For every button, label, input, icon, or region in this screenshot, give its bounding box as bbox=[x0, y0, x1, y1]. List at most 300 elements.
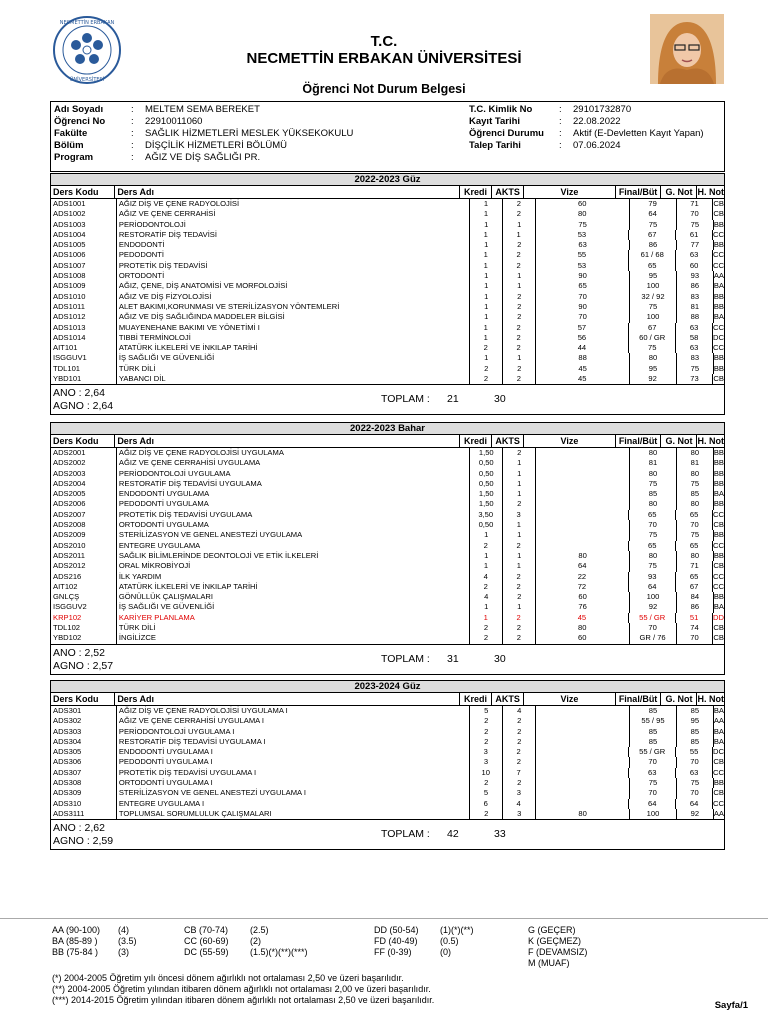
table-cell: AĞIZ VE DİŞ SAĞLIĞINDA MADDELER BİLGİSİ bbox=[117, 312, 470, 322]
table-cell: 56 bbox=[536, 333, 630, 343]
table-cell: BA bbox=[713, 726, 724, 736]
info-colon: : bbox=[559, 104, 562, 115]
table-cell: 0,50 bbox=[470, 458, 503, 468]
table-cell: 80 bbox=[536, 809, 630, 819]
info-label: Talep Tarihi bbox=[469, 140, 521, 151]
table-cell: 1 bbox=[470, 261, 503, 271]
table-cell: 2 bbox=[470, 582, 503, 592]
table-cell: 2 bbox=[503, 364, 536, 374]
table-cell: 80 bbox=[677, 448, 714, 458]
column-header: Kredi bbox=[460, 693, 492, 705]
table-cell: BB bbox=[713, 240, 724, 250]
svg-text:ÜNİVERSİTESİ: ÜNİVERSİTESİ bbox=[69, 77, 105, 83]
legend-item: CC (60-69) bbox=[184, 936, 229, 946]
table-cell: 1 bbox=[470, 230, 503, 240]
legend-item: (1.5)(*)(**)(***) bbox=[250, 947, 308, 957]
table-cell: ADS301 bbox=[51, 706, 117, 716]
table-row bbox=[51, 510, 724, 520]
table-cell: 83 bbox=[677, 353, 714, 363]
table-cell bbox=[536, 799, 630, 809]
table-row bbox=[51, 209, 724, 219]
table-row bbox=[51, 199, 724, 209]
table-row bbox=[51, 727, 724, 737]
table-cell: 64 bbox=[536, 561, 630, 571]
table-cell: 1 bbox=[470, 302, 503, 312]
table-cell: 1 bbox=[503, 220, 536, 230]
info-value: DİŞÇİLİK HİZMETLERİ BÖLÜMÜ bbox=[145, 140, 287, 151]
legend-item: (2) bbox=[250, 936, 261, 946]
info-colon: : bbox=[131, 104, 134, 115]
table-cell bbox=[536, 716, 630, 726]
table-cell: 4 bbox=[503, 706, 536, 716]
table-cell: CB bbox=[713, 757, 724, 767]
table-row bbox=[51, 292, 724, 302]
table-cell bbox=[536, 510, 630, 520]
table-cell: 4 bbox=[503, 799, 536, 809]
table-row bbox=[51, 353, 724, 363]
table-cell: 80 bbox=[630, 353, 677, 363]
table-cell: 10 bbox=[470, 768, 503, 778]
table-cell: 4 bbox=[470, 592, 503, 602]
legend-item: BB (75-84 ) bbox=[52, 947, 99, 957]
table-cell: KRP102 bbox=[51, 613, 117, 623]
table-cell: 61 bbox=[676, 230, 713, 240]
table-cell: PEDODONTİ UYGULAMA bbox=[117, 499, 470, 509]
table-row bbox=[51, 799, 724, 809]
table-cell bbox=[536, 458, 630, 468]
legend-item: (0) bbox=[440, 947, 451, 957]
table-cell: 5 bbox=[470, 706, 503, 716]
table-cell: 88 bbox=[536, 353, 630, 363]
table-cell: GNLÇŞ bbox=[51, 592, 117, 602]
semester-summary bbox=[51, 819, 724, 849]
table-cell: 63 bbox=[676, 323, 713, 333]
table-cell: 2 bbox=[470, 778, 503, 788]
table-cell: AĞIZ DİŞ VE ÇENE RADYOLOJİSİ bbox=[117, 199, 470, 209]
table-cell: 55 bbox=[676, 747, 713, 757]
table-cell: ORTODONTİ UYGULAMA I bbox=[117, 778, 470, 788]
table-cell: 100 bbox=[630, 592, 677, 602]
table-cell: 2 bbox=[503, 343, 536, 353]
table-cell: 2 bbox=[470, 343, 503, 353]
table-cell: ADS2011 bbox=[51, 551, 117, 561]
info-label: Program bbox=[54, 152, 94, 163]
table-cell: CC bbox=[713, 571, 724, 581]
info-label: Kayıt Tarihi bbox=[469, 116, 521, 127]
table-cell: 95 bbox=[630, 364, 677, 374]
table-cell: 45 bbox=[536, 613, 630, 623]
table-cell: 3 bbox=[503, 809, 536, 819]
table-cell bbox=[536, 706, 630, 716]
table-cell: ENDODONTİ UYGULAMA bbox=[117, 489, 470, 499]
table-cell: 81 bbox=[677, 458, 714, 468]
table-cell: ADS1014 bbox=[51, 333, 117, 343]
table-cell: İŞ SAĞLIĞI VE GÜVENLİĞİ bbox=[117, 602, 470, 612]
table-cell: STERİLİZASYON VE GENEL ANESTEZİ UYGULAMA bbox=[117, 530, 470, 540]
ano-value: ANO : 2,64 bbox=[53, 387, 105, 400]
table-row bbox=[51, 613, 724, 623]
table-cell: ADS2002 bbox=[51, 458, 117, 468]
table-cell: ADS2008 bbox=[51, 520, 117, 530]
table-cell: 2 bbox=[470, 623, 503, 633]
column-header: Vize bbox=[524, 693, 616, 705]
table-cell: 65 bbox=[676, 541, 713, 551]
table-cell: ADS1011 bbox=[51, 302, 117, 312]
table-cell: 75 bbox=[630, 778, 677, 788]
table-cell: 61 / 68 bbox=[629, 250, 676, 260]
info-value: 22.08.2022 bbox=[573, 116, 621, 127]
table-cell: 67 bbox=[629, 230, 676, 240]
table-cell: İLK YARDIM bbox=[117, 572, 470, 582]
table-cell: 2 bbox=[503, 737, 536, 747]
semester-title: 2022-2023 Güz bbox=[51, 174, 724, 186]
table-cell: 1 bbox=[470, 220, 503, 230]
table-row bbox=[51, 582, 724, 592]
table-cell: AĞIZ, ÇENE, DİŞ ANATOMİSİ VE MORFOLOJİSİ bbox=[117, 281, 470, 291]
column-header: Kredi bbox=[460, 186, 492, 198]
toplam-akts: 30 bbox=[494, 652, 506, 665]
table-cell: 1 bbox=[503, 602, 536, 612]
legend-item: CB (70-74) bbox=[184, 925, 229, 935]
info-label: Adı Soyadı bbox=[54, 104, 104, 115]
table-row bbox=[51, 220, 724, 230]
svg-text:NECMETTİN ERBAKAN: NECMETTİN ERBAKAN bbox=[59, 20, 115, 26]
table-cell: PEDODONTİ bbox=[117, 250, 470, 260]
table-row bbox=[51, 323, 724, 333]
table-cell: 85 bbox=[630, 706, 677, 716]
column-header: AKTS bbox=[492, 186, 524, 198]
table-cell: AĞIZ VE ÇENE CERRAHİSİ UYGULAMA bbox=[117, 458, 470, 468]
table-cell: 45 bbox=[536, 374, 630, 384]
table-cell: 75 bbox=[630, 220, 677, 230]
table-cell: 2 bbox=[470, 633, 503, 643]
table-cell: 1 bbox=[470, 240, 503, 250]
table-cell: 0,50 bbox=[470, 479, 503, 489]
table-cell: 70 bbox=[677, 520, 714, 530]
table-cell: 2 bbox=[503, 541, 536, 551]
table-row bbox=[51, 261, 724, 271]
table-cell: 2 bbox=[503, 199, 536, 209]
table-cell: ADS1003 bbox=[51, 220, 117, 230]
toplam-kredi: 31 bbox=[447, 652, 459, 665]
table-cell: ADS1006 bbox=[51, 250, 117, 260]
table-row bbox=[51, 312, 724, 322]
table-cell: BA bbox=[713, 602, 724, 612]
table-cell: CC bbox=[713, 322, 724, 332]
table-row bbox=[51, 281, 724, 291]
column-header: G. Not bbox=[661, 186, 697, 198]
table-cell: ADS305 bbox=[51, 747, 117, 757]
table-cell: 95 bbox=[677, 716, 714, 726]
table-cell: 3 bbox=[470, 757, 503, 767]
info-value: Aktif (E-Devletten Kayıt Yapan) bbox=[573, 128, 704, 139]
table-cell: 80 bbox=[536, 623, 630, 633]
table-cell: TDL102 bbox=[51, 623, 117, 633]
table-cell: 2 bbox=[503, 623, 536, 633]
column-header: G. Not bbox=[661, 693, 697, 705]
table-cell: 2 bbox=[503, 292, 536, 302]
table-cell: 2 bbox=[503, 302, 536, 312]
info-label: Öğrenci Durumu bbox=[469, 128, 544, 139]
table-row bbox=[51, 809, 724, 819]
table-cell: 64 bbox=[676, 799, 713, 809]
table-cell: BB bbox=[713, 592, 724, 602]
table-cell: ALET BAKIMI,KORUNMASI VE STERİLİZASYON YÖNTEMLERİ bbox=[117, 302, 470, 312]
table-cell: MUAYENEHANE BAKIMI VE YÖNETİMİ I bbox=[117, 323, 470, 333]
table-cell: 2 bbox=[503, 716, 536, 726]
table-cell: BB bbox=[713, 219, 724, 229]
table-cell: ADS2005 bbox=[51, 489, 117, 499]
table-cell: 70 bbox=[677, 633, 714, 643]
table-cell: 80 bbox=[536, 551, 630, 561]
table-cell: CC bbox=[713, 260, 724, 270]
table-cell: 2 bbox=[503, 747, 536, 757]
table-cell: ADS1013 bbox=[51, 323, 117, 333]
table-cell: ENDODONTİ bbox=[117, 240, 470, 250]
table-cell: 58 bbox=[676, 333, 713, 343]
table-cell: CB bbox=[713, 633, 724, 643]
column-header: Ders Adı bbox=[115, 435, 460, 447]
table-cell: 85 bbox=[630, 727, 677, 737]
table-row bbox=[51, 250, 724, 260]
table-header-row bbox=[51, 186, 724, 199]
table-cell: 80 bbox=[630, 469, 677, 479]
table-cell: BB bbox=[713, 353, 724, 363]
legend-item: (3) bbox=[118, 947, 129, 957]
toplam-kredi: 21 bbox=[447, 393, 459, 406]
table-cell: ATATÜRK İLKELERİ VE İNKILAP TARİHİ bbox=[117, 582, 470, 592]
ano-value: ANO : 2,52 bbox=[53, 646, 105, 659]
table-cell: 1 bbox=[503, 561, 536, 571]
table-cell: ADS1010 bbox=[51, 292, 117, 302]
semester-summary bbox=[51, 384, 724, 414]
table-cell: CB bbox=[713, 561, 724, 571]
table-cell: ADS306 bbox=[51, 757, 117, 767]
table-cell: ADS1007 bbox=[51, 261, 117, 271]
table-cell: CB bbox=[713, 209, 724, 219]
table-cell: 2 bbox=[503, 582, 536, 592]
table-row bbox=[51, 499, 724, 509]
info-value: MELTEM SEMA BEREKET bbox=[145, 104, 260, 115]
table-cell: 1 bbox=[470, 561, 503, 571]
table-cell: 75 bbox=[677, 364, 714, 374]
table-cell: 75 bbox=[630, 561, 677, 571]
table-cell: 93 bbox=[677, 271, 714, 281]
info-colon: : bbox=[131, 152, 134, 163]
table-cell: PERİODONTOLOJİ UYGULAMA I bbox=[117, 727, 470, 737]
table-cell: 85 bbox=[677, 489, 714, 499]
table-cell: 2 bbox=[503, 613, 536, 623]
column-header: Kredi bbox=[460, 435, 492, 447]
info-value: 07.06.2024 bbox=[573, 140, 621, 151]
table-cell: 1 bbox=[470, 530, 503, 540]
table-cell: STERİLİZASYON VE GENEL ANESTEZİ UYGULAMA I bbox=[117, 788, 470, 798]
table-cell: 1 bbox=[470, 292, 503, 302]
legend-item: K (GEÇMEZ) bbox=[528, 936, 581, 946]
table-cell: AĞIZ VE ÇENE CERRAHİSİ UYGULAMA I bbox=[117, 716, 470, 726]
table-cell: 75 bbox=[677, 479, 714, 489]
table-cell: ADS1001 bbox=[51, 199, 117, 209]
legend-item: F (DEVAMSIZ) bbox=[528, 947, 588, 957]
table-cell bbox=[536, 489, 630, 499]
table-cell: 70 bbox=[630, 757, 677, 767]
table-cell: BA bbox=[713, 281, 724, 291]
table-cell: ISGGUV2 bbox=[51, 602, 117, 612]
table-cell: BB bbox=[713, 363, 724, 373]
table-cell: 100 bbox=[630, 281, 677, 291]
table-cell: 65 bbox=[536, 281, 630, 291]
table-cell: 1 bbox=[470, 271, 503, 281]
semester-section bbox=[50, 173, 725, 415]
table-cell: 60 bbox=[676, 261, 713, 271]
table-header-row bbox=[51, 693, 724, 706]
table-cell: 74 bbox=[677, 623, 714, 633]
table-cell: İNGİLİZCE bbox=[117, 633, 470, 643]
table-row bbox=[51, 343, 724, 353]
table-cell: TOPLUMSAL SORUMLULUK ÇALIŞMALARI bbox=[117, 809, 470, 819]
table-cell: 55 / GR bbox=[629, 613, 676, 623]
legend-item: (1)(*)(**) bbox=[440, 925, 474, 935]
table-cell: 2 bbox=[503, 240, 536, 250]
table-cell: BB bbox=[713, 291, 724, 301]
table-cell: 90 bbox=[536, 302, 630, 312]
column-header: G. Not bbox=[661, 435, 697, 447]
table-cell: 83 bbox=[677, 292, 714, 302]
table-cell: 2 bbox=[503, 312, 536, 322]
table-row bbox=[51, 333, 724, 343]
semester-title: 2022-2023 Bahar bbox=[51, 423, 724, 435]
table-cell: 2 bbox=[470, 727, 503, 737]
table-cell: 44 bbox=[536, 343, 630, 353]
table-cell: 22 bbox=[536, 572, 630, 582]
table-cell: 80 bbox=[630, 499, 677, 509]
table-cell: 70 bbox=[630, 788, 677, 798]
legend-item: (0.5) bbox=[440, 936, 459, 946]
column-header: H. Not bbox=[697, 187, 724, 197]
table-row bbox=[51, 541, 724, 551]
table-cell bbox=[536, 499, 630, 509]
agno-value: AGNO : 2,57 bbox=[53, 659, 114, 672]
table-cell: 75 bbox=[629, 343, 676, 353]
table-cell: TIBBİ TERMİNOLOJİ bbox=[117, 333, 470, 343]
semester-title: 2023-2024 Güz bbox=[51, 681, 724, 693]
table-cell: CC bbox=[713, 798, 724, 808]
table-row bbox=[51, 788, 724, 798]
table-cell: ADS304 bbox=[51, 737, 117, 747]
info-label: Bölüm bbox=[54, 140, 84, 151]
info-colon: : bbox=[131, 128, 134, 139]
table-cell: BA bbox=[713, 706, 724, 715]
table-cell: 65 bbox=[629, 541, 676, 551]
table-cell: 7 bbox=[503, 768, 536, 778]
table-cell: CB bbox=[713, 199, 724, 208]
table-cell: 1 bbox=[470, 199, 503, 209]
table-cell: 80 bbox=[677, 551, 714, 561]
table-cell: 85 bbox=[677, 706, 714, 716]
table-cell: AĞIZ DİŞ VE ÇENE RADYOLOJİSİ UYGULAMA I bbox=[117, 706, 470, 716]
table-cell: 67 bbox=[629, 323, 676, 333]
table-cell: 80 bbox=[677, 499, 714, 509]
column-header: Ders Kodu bbox=[51, 435, 115, 447]
table-cell: 2 bbox=[503, 499, 536, 509]
info-value: AĞIZ VE DİŞ SAĞLIĞI PR. bbox=[145, 152, 261, 163]
table-cell: AĞIZ DİŞ VE ÇENE RADYOLOJİSİ UYGULAMA bbox=[117, 448, 470, 458]
table-cell: 75 bbox=[630, 302, 677, 312]
table-cell: 0,50 bbox=[470, 520, 503, 530]
table-row bbox=[51, 561, 724, 571]
table-cell: ADS2012 bbox=[51, 561, 117, 571]
table-cell: 3,50 bbox=[470, 510, 503, 520]
table-cell: 64 bbox=[629, 799, 676, 809]
table-cell: ADS309 bbox=[51, 788, 117, 798]
table-cell: 2 bbox=[503, 778, 536, 788]
table-cell: 81 bbox=[630, 458, 677, 468]
legend-note: (**) 2004-2005 Öğretim yılından itibaren dönem ağırlıklı not ortalaması 2,00 ve üzeri başarılıdır. bbox=[52, 984, 431, 994]
table-row bbox=[51, 716, 724, 726]
legend-note: (***) 2014-2015 Öğretim yılından itibaren dönem ağırlıklı not ortalaması 2,50 ve üzeri başarılıdır. bbox=[52, 995, 435, 1005]
legend-item: FD (40-49) bbox=[374, 936, 418, 946]
table-cell: 75 bbox=[630, 530, 677, 540]
table-cell: 1 bbox=[470, 312, 503, 322]
legend-note: (*) 2004-2005 Öğretim yılı öncesi dönem ağırlıklı not ortalaması 2,50 ve üzeri başarılıdır. bbox=[52, 973, 404, 983]
toplam-kredi: 42 bbox=[447, 828, 459, 841]
table-cell: 1 bbox=[503, 353, 536, 363]
table-cell: 2 bbox=[503, 261, 536, 271]
table-cell: 63 bbox=[536, 240, 630, 250]
table-cell bbox=[536, 448, 630, 458]
table-cell: 80 bbox=[677, 469, 714, 479]
table-cell: BB bbox=[713, 458, 724, 468]
table-cell: 63 bbox=[676, 768, 713, 778]
table-cell: 1 bbox=[470, 250, 503, 260]
table-cell: 2 bbox=[470, 737, 503, 747]
table-cell: 70 bbox=[677, 757, 714, 767]
table-cell: CB bbox=[713, 623, 724, 633]
legend-item: G (GEÇER) bbox=[528, 925, 576, 935]
table-cell: 2 bbox=[503, 323, 536, 333]
table-row bbox=[51, 489, 724, 499]
grade-legend bbox=[0, 918, 768, 1024]
header-line1: T.C. bbox=[370, 33, 398, 50]
table-cell: 2 bbox=[503, 374, 536, 384]
table-cell: CB bbox=[713, 374, 724, 384]
table-cell: 5 bbox=[470, 788, 503, 798]
table-cell: 80 bbox=[630, 448, 677, 458]
table-cell: 1 bbox=[470, 281, 503, 291]
table-cell: ADS302 bbox=[51, 716, 117, 726]
table-cell: 55 / GR bbox=[629, 747, 676, 757]
info-value: 29101732870 bbox=[573, 104, 632, 115]
table-cell: YBD102 bbox=[51, 633, 117, 643]
column-header: H. Not bbox=[697, 436, 724, 446]
table-cell: ADS2001 bbox=[51, 448, 117, 458]
table-cell: BB bbox=[713, 448, 724, 457]
table-cell: ADS1005 bbox=[51, 240, 117, 250]
table-cell: GÖNÜLLÜK ÇALIŞMALARI bbox=[117, 592, 470, 602]
column-header: Ders Kodu bbox=[51, 186, 115, 198]
table-cell bbox=[536, 479, 630, 489]
table-cell: 32 / 92 bbox=[630, 292, 677, 302]
table-cell: 80 bbox=[630, 551, 677, 561]
table-cell: 80 bbox=[536, 209, 630, 219]
document-header bbox=[0, 0, 768, 100]
table-cell: ADS1002 bbox=[51, 209, 117, 219]
table-cell: PERİODONTOLOJİ bbox=[117, 220, 470, 230]
info-value: SAĞLIK HİZMETLERİ MESLEK YÜKSEKOKULU bbox=[145, 128, 354, 139]
table-cell: 75 bbox=[677, 530, 714, 540]
table-cell: ENTEGRE UYGULAMA bbox=[117, 541, 470, 551]
table-cell: 1 bbox=[470, 551, 503, 561]
